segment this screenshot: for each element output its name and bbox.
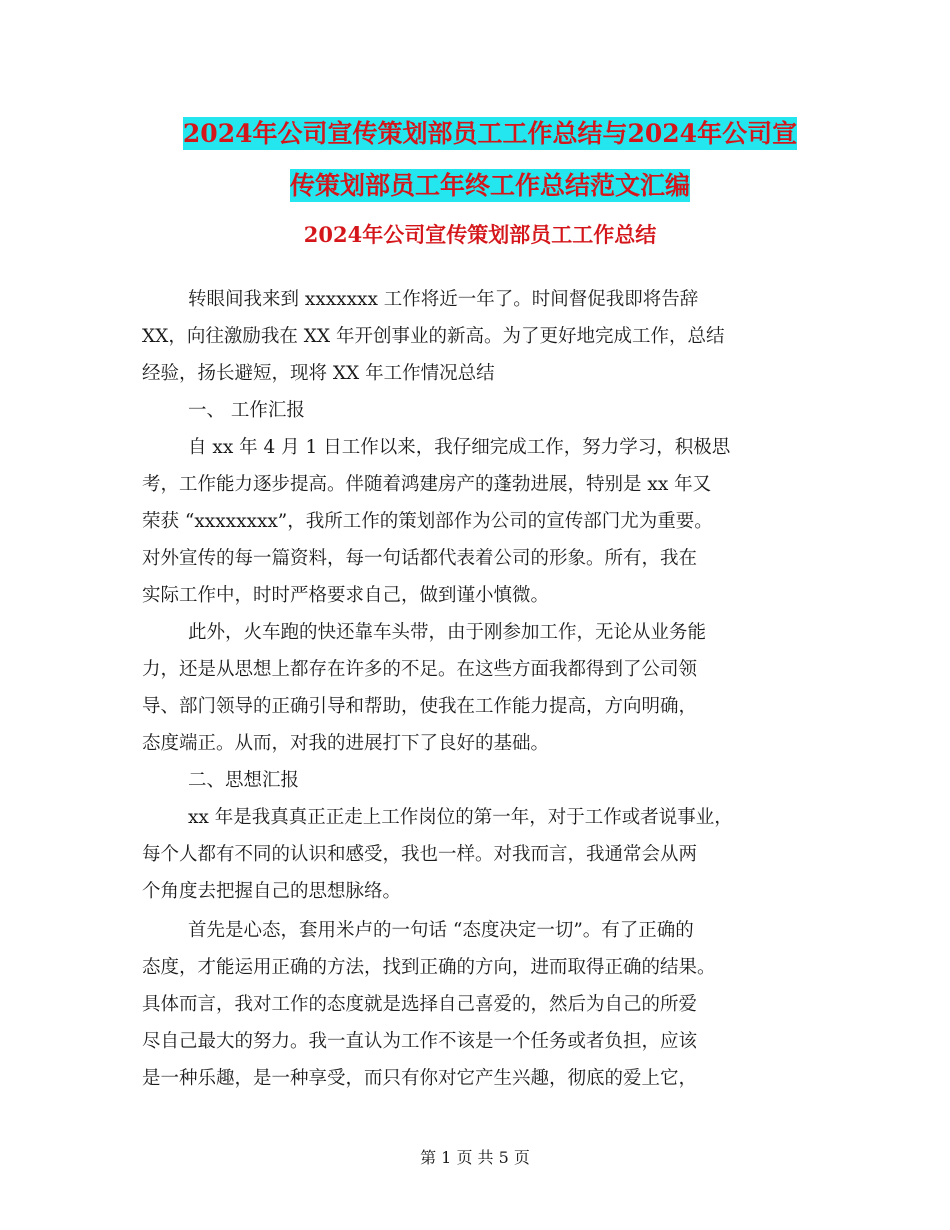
section-heading-work-report: 一、 工作汇报 bbox=[188, 400, 305, 421]
paragraph-line: 个角度去把握自己的思想脉络。 bbox=[142, 881, 402, 902]
paragraph-line: 此外，火车跑的快还靠车头带，由于刚参加工作，无论从业务能 bbox=[188, 622, 707, 643]
paragraph-line: 态度端正。从而，对我的进展打下了良好的基础。 bbox=[142, 733, 550, 754]
paragraph-line: 力，还是从思想上都存在许多的不足。在这些方面我都得到了公司领 bbox=[142, 659, 698, 680]
document-title bbox=[140, 108, 840, 212]
paragraph-line: 自 xx 年 4 月 1 日工作以来，我仔细完成工作，努力学习，积极思 bbox=[188, 437, 731, 458]
document-title-line-2: 传策划部员工年终工作总结范文汇编 bbox=[289, 171, 690, 200]
paragraph-line: 尽自己最大的努力。我一直认为工作不该是一个任务或者负担，应该 bbox=[142, 1031, 698, 1052]
paragraph-line: 态度，才能运用正确的方法，找到正确的方向，进而取得正确的结果。 bbox=[142, 957, 716, 978]
paragraph-line: 转眼间我来到 xxxxxxx 工作将近一年了。时间督促我即将告辞 bbox=[188, 289, 699, 310]
section-title: 2024年公司宣传策划部员工工作总结 bbox=[303, 222, 657, 247]
paragraph-line: 实际工作中，时时严格要求自己，做到谨小慎微。 bbox=[142, 585, 550, 606]
section-heading-thought-report: 二、思想汇报 bbox=[188, 770, 300, 791]
paragraph-line: 首先是心态，套用米卢的一句话 “态度决定一切”。有了正确的 bbox=[188, 920, 694, 941]
paragraph-line: 荣获 “xxxxxxxx”，我所工作的策划部作为公司的宣传部门尤为重要。 bbox=[142, 511, 713, 532]
document-title-line-1: 2024年公司宣传策划部员工工作总结与2024年公司宣 bbox=[182, 119, 798, 148]
paragraph-line: 导、部门领导的正确引导和帮助，使我在工作能力提高，方向明确， bbox=[142, 696, 698, 717]
paragraph-line: 每个人都有不同的认识和感受，我也一样。对我而言，我通常会从两 bbox=[142, 844, 698, 865]
paragraph-line: 经验，扬长避短，现将 XX 年工作情况总结 bbox=[142, 363, 495, 384]
paragraph-line: XX，向往激励我在 XX 年开创事业的新高。为了更好地完成工作，总结 bbox=[142, 326, 725, 347]
page-footer: 第 1 页 共 5 页 bbox=[420, 1148, 530, 1167]
paragraph-line: 考，工作能力逐步提高。伴随着鸿建房产的蓬勃进展，特别是 xx 年又 bbox=[142, 474, 712, 495]
paragraph-line: 具体而言，我对工作的态度就是选择自己喜爱的，然后为自己的所爱 bbox=[142, 994, 698, 1015]
paragraph-line: 对外宣传的每一篇资料，每一句话都代表着公司的形象。所有，我在 bbox=[142, 548, 698, 569]
paragraph-line: 是一种乐趣，是一种享受，而只有你对它产生兴趣，彻底的爱上它， bbox=[142, 1068, 698, 1089]
paragraph-line: xx 年是我真真正正走上工作岗位的第一年，对于工作或者说事业， bbox=[188, 807, 733, 828]
